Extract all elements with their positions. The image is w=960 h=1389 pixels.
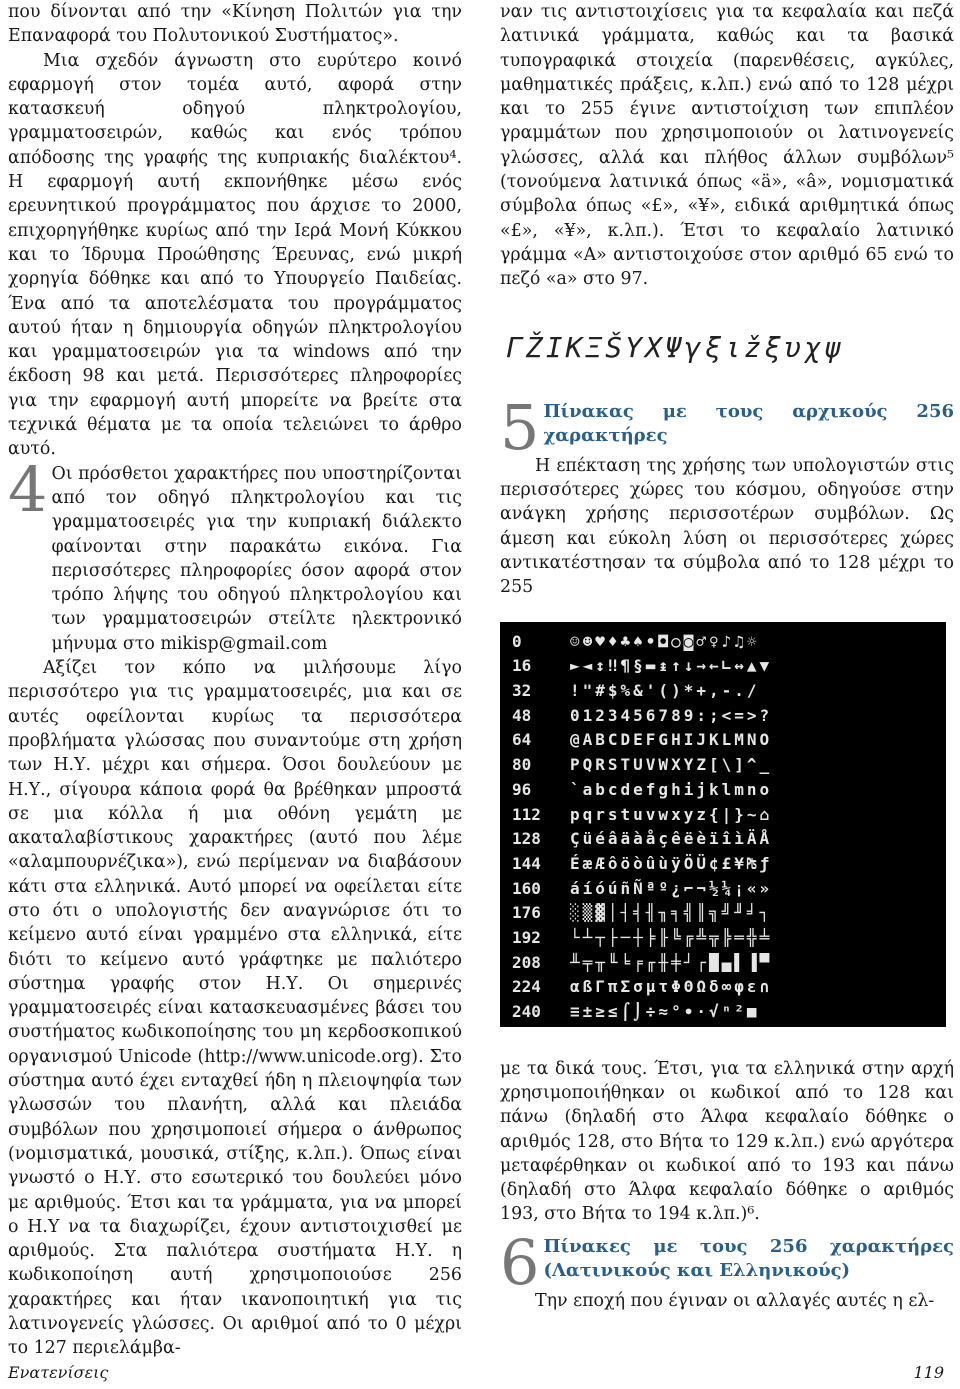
- charset-row-glyphs: ░▒▓│┤╡╢╖╕╣║╗╝╜╛┐: [570, 903, 773, 923]
- charset-row-glyphs: ╨╤╥╙╘╒╓╫╪┘┌█▄▌▐▀: [570, 952, 773, 972]
- paragraph: Μια σχεδόν άγνωστη στο ευρύτερο κοινό εφαρμογή στον τομέα αυτό, αφορά στην κατασκευή οδηγού πληκτρολογίου, γραμματοσειρών, καθώς και ενός τρόπου απόδοσης της γραφής της κυπριακής διαλέκτου⁴. Η εφαρμογή αυτή εκπονήθηκε μέσω ενός ερευνητικού προγράμματος που άρχισε το 2000, επιχορηγήθηκε κυρίως από την Ιερά Μονή Κύκκου και το Ίδρυμα Προώθησης Έρευνας, ενώ μικρή χορηγία δόθηκε και από το Υπουργείο Παιδείας. Ένα από τα αποτελέσματα του προγράμματος αυτού ήταν η δημιουργία οδηγών πληκτρολογίου και γραμματοσειρών για τα windows από την έκδοση 98 και μετά. Περισσότερες πληροφορίες για την εφαρμογή αυτή μπορείτε να βρείτε στα τεχνικά θέματα με τα οποία τελειώνει το άρθρο αυτό.: [8, 50, 462, 460]
- charset-row-number: 208: [512, 952, 541, 972]
- charset-row-number: 144: [512, 853, 541, 873]
- charset-row-glyphs: ≡±≥≤⌠⌡÷≈°∙·√ⁿ²■: [570, 1002, 760, 1022]
- charset-row-number: 160: [512, 878, 541, 898]
- cypriot-glyphs-figure: ΓŽΙΚΞŠΥΧΨγξιžξυχψ: [506, 330, 844, 364]
- charset-row-number: 32: [512, 681, 532, 701]
- section-number: 4: [8, 452, 48, 526]
- charset-row-glyphs: !"#$%&'()*+,-./: [570, 681, 760, 701]
- charset-row-number: 176: [512, 903, 541, 923]
- charset-row-glyphs: ☺☻♥♦♣♠•◘○◙♂♀♪♫☼: [570, 631, 760, 651]
- charset-row-glyphs: ►◄↕‼¶§▬↨↑↓→←∟↔▲▼: [570, 656, 773, 676]
- charset-row-number: 64: [512, 730, 532, 750]
- footer-publication: Ενατενίσεις: [8, 1363, 109, 1382]
- charset-row-number: 16: [512, 656, 532, 676]
- charset-row-glyphs: PQRSTUVWXYZ[\]^_: [570, 755, 773, 775]
- section-text: Οι πρόσθετοι χαρακτήρες που υποστηρίζονται από τον οδηγό πληκτρολογίου και τις γραμματοσειρές για την κυπριακή διάλεκτο φαίνονται στην παρακάτω εικόνα. Για περισσότερες πληροφορίες όσον αφορά στον τρόπο λήψης του οδηγού πληκτρολογίου και των γραμματοσειρών στείλτε ηλεκτρονικό μήνυμα στο mikisp@gmail.com: [51, 463, 462, 654]
- charset-row-glyphs: @ABCDEFGHIJKLMNO: [570, 730, 773, 750]
- charset-row-number: 96: [512, 779, 532, 799]
- charset-row-number: 128: [512, 829, 541, 849]
- charset-row-glyphs: ÉæÆôöòûùÿÖÜ¢£¥₧ƒ: [570, 853, 773, 873]
- left-column: [8, 0, 462, 1361]
- section-heading: Πίνακες με τους 256 χαρακτήρες (Λατινικούς και Ελληνικούς): [543, 1235, 954, 1282]
- charset-row-number: 48: [512, 705, 532, 725]
- charset-row-glyphs: 0123456789:;<=>?: [570, 705, 773, 725]
- charset-row-number: 192: [512, 928, 541, 948]
- charset-row-glyphs: └┴┬├─┼╞╟╚╔╩╦╠═╬╧: [570, 928, 773, 948]
- right-column: [500, 0, 954, 1313]
- section-4: [8, 452, 462, 656]
- section-5: [500, 390, 954, 464]
- charset-row-glyphs: αßΓπΣσµτΦΘΩδ∞φε∩: [570, 977, 773, 997]
- section-heading: Πίνακας με τους αρχικούς 256 χαρακτήρες: [543, 400, 954, 447]
- section-6: [500, 1225, 954, 1299]
- section-text: Την εποχή που έγιναν οι αλλαγές αυτές η ελ-: [535, 1290, 935, 1311]
- paragraph: που δίνονται από την «Κίνηση Πολιτών για την Επαναφορά του Πολυτονικού Συστήματος».: [8, 2, 462, 47]
- charset-row-glyphs: pqrstuvwxyz{|}~⌂: [570, 804, 773, 824]
- charset-table-figure: [500, 622, 946, 1027]
- paragraph: Αξίζει τον κόπο να μιλήσουμε λίγο περισσότερο για τις γραμματοσειρές, μια και σε αυτές οφείλονται κυρίως τα περισσότερα προβλήματα γλώσσας που συναντούμε στη χρήση των Η.Υ. μέχρι και σήμερα. Όσοι δουλεύουν με Η.Υ., σίγουρα κάποια φορά θα βρέθηκαν μπροστά σε μια κόλλα ή μια οθόνη γεμάτη με ακαταλαβίστικους χαρακτήρες (αυτό που λέμε «αλαμπουρνέζικα»), ενώ περίμεναν να διαβάσουν κάτι στα ελληνικά. Αυτό μπορεί να οφείλεται είτε στο ότι ο υπολογιστής δεν αναγνώρισε ότι το κείμενο αυτό είναι γραμμένο στα ελληνικά, είτε διότι το κείμενο αυτό γράφτηκε με παλιότερο σύστημα γραφής στον Η.Υ. Οι σημερινές γραμματοσειρές είναι κατασκευασμένες βάσει του συστήματος κωδικοποίησης του μη κερδοσκοπικού οργανισμού Unicode (http://www.unicode.org). Στο σύστημα αυτό έχει ενταχθεί ήδη η πλειοψηφία των γλωσσών του πλανήτη, αλλά και πλειάδα συμβόλων που χρησιμοποιεί σήμερα ο άνθρωπος (νομισματικά, μουσικά, στίξης, κ.λπ.). Όπως είναι γνωστό ο Η.Υ. στο εσωτερικό του δουλεύει μόνο με αριθμούς. Έτσι και τα γράμματα, για να μπορεί ο Η.Υ να τα διαχωρίζει, έχουν αντιστοιχισθεί με αριθμούς. Στα παλιότερα συστήματα Η.Υ. η κωδικοποίηση αυτή χρησιμοποιούσε 256 χαρακτήρες και ήταν ικανοποιητική για τις λατινογενείς γλώσσες. Οι αριθμοί από το 0 μέχρι το 127 περιελάμβα-: [8, 658, 462, 1359]
- page-number: 119: [913, 1363, 944, 1382]
- charset-row-number: 224: [512, 977, 541, 997]
- charset-row-glyphs: ÇüéâäàåçêëèïîìÄÅ: [570, 829, 773, 849]
- section-number: 6: [500, 1225, 540, 1299]
- charset-row-number: 80: [512, 755, 532, 775]
- section-number: 5: [500, 390, 540, 464]
- charset-row-number: 0: [512, 631, 522, 651]
- paragraph: ναν τις αντιστοιχίσεις για τα κεφαλαία και πεζά λατινικά γράμματα, καθώς και τα βασικά τυπογραφικά στοιχεία (παρενθέσεις, αγκύλες, μαθηματικές πράξεις, κ.λπ.) ενώ από το 128 μέχρι και το 255 έγινε αντιστοίχιση των επιπλέον γραμμάτων που χρησιμοποιούν οι λατινογενείς γλώσσες, αλλά και πλήθος άλλων συμβόλων⁵ (τονούμενα λατινικά όπως «ä», «â», νομισματικά σύμβολα όπως «£», «¥», ειδικά αριθμητικά όπως «£», «¥», κ.λπ.). Έτσι το κεφαλαίο λατινικό γράμμα «A» αντιστοιχούσε στον αριθμό 65 ενώ το πεζό «a» στο 97.: [500, 2, 954, 290]
- section-text: Η επέκταση της χρήσης των υπολογιστών στις περισσότερες χώρες του κόσμου, οδηγούσε στην ανάγκη χρήσης περισσοτέρων συμβόλων. Ως άμεση και εύκολη λύση οι περισσότερες χώρες αντικατέστησαν τα σύμβολα από το 128 μέχρι το 255: [500, 455, 954, 598]
- charset-row-glyphs: áíóúñÑªº¿⌐¬½¼¡«»: [570, 878, 773, 898]
- charset-row-number: 240: [512, 1002, 541, 1022]
- paragraph: με τα δικά τους. Έτσι, για τα ελληνικά στην αρχή χρησιμοποιήθηκαν οι κωδικοί από το 128 και πάνω (δηλαδή στο Άλφα κεφαλαίο δόθηκε ο αριθμός 128, στο Βήτα το 129 κ.λπ.) ενώ αργότερα μεταφέρθηκαν οι κωδικοί από το 193 και πάνω (δηλαδή στο Άλφα κεφαλαίο δόθηκε ο αριθμός 193, στο Βήτα το 194 κ.λπ.)⁶.: [500, 1058, 954, 1225]
- charset-row-number: 112: [512, 804, 541, 824]
- charset-row-glyphs: `abcdefghijklmno: [570, 779, 773, 799]
